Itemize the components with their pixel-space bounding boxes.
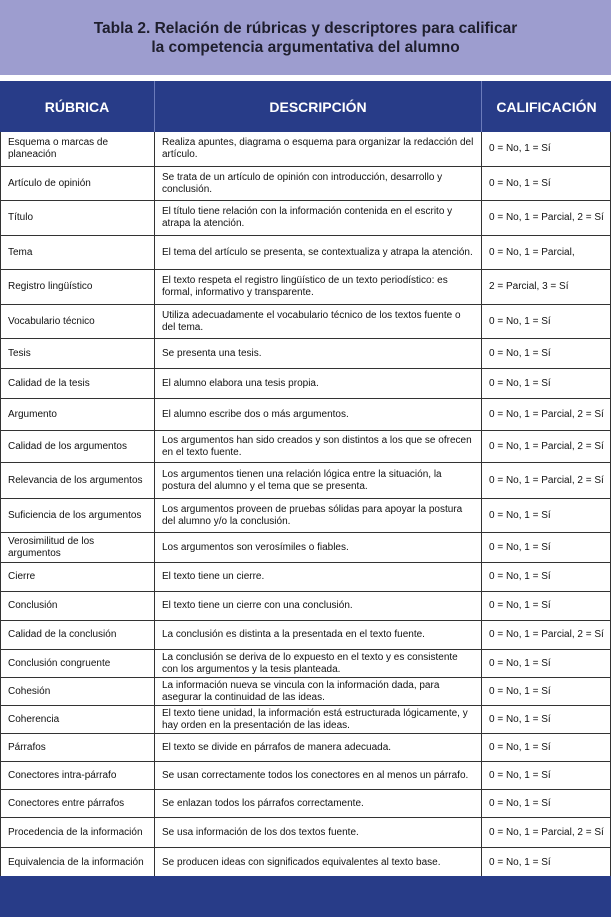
cell-rubrica: Suficiencia de los argumentos <box>0 499 154 532</box>
cell-calificacion: 0 = No, 1 = Sí <box>481 563 611 591</box>
cell-descripcion: Se usa información de los dos textos fuente. <box>154 818 481 847</box>
table-row <box>0 431 611 463</box>
cell-rubrica: Equivalencia de la información <box>0 848 154 877</box>
cell-descripcion: El texto tiene unidad, la información está estructurada lógicamente, y hay orden en la presentación de las ideas. <box>154 706 481 733</box>
table-row <box>0 369 611 399</box>
cell-descripcion: Realiza apuntes, diagrama o esquema para organizar la redacción del artículo. <box>154 132 481 166</box>
table-row <box>0 734 611 762</box>
cell-descripcion: El alumno elabora una tesis propia. <box>154 369 481 398</box>
table-title-line-2: la competencia argumentativa del alumno <box>151 38 460 56</box>
cell-rubrica: Título <box>0 201 154 235</box>
cell-descripcion: Los argumentos han sido creados y son distintos a los que se ofrecen en el texto fuente. <box>154 431 481 462</box>
cell-calificacion: 0 = No, 1 = Parcial, 2 = Sí <box>481 201 611 235</box>
cell-rubrica: Conclusión <box>0 592 154 620</box>
cell-rubrica: Esquema o marcas de planeación <box>0 132 154 166</box>
table-row <box>0 463 611 499</box>
table-row <box>0 818 611 848</box>
table-row <box>0 201 611 236</box>
cell-calificacion: 0 = No, 1 = Sí <box>481 339 611 368</box>
cell-calificacion: 0 = No, 1 = Sí <box>481 499 611 532</box>
cell-descripcion: El tema del artículo se presenta, se contextualiza y atrapa la atención. <box>154 236 481 269</box>
table-row <box>0 167 611 201</box>
cell-rubrica: Calidad de la tesis <box>0 369 154 398</box>
table-row <box>0 848 611 878</box>
table-footer-band <box>0 876 611 917</box>
table-row <box>0 563 611 592</box>
cell-rubrica: Párrafos <box>0 734 154 761</box>
cell-descripcion: La conclusión se deriva de lo expuesto en el texto y es consistente con los argumentos y la tesis planteada. <box>154 650 481 677</box>
cell-rubrica: Vocabulario técnico <box>0 305 154 338</box>
cell-calificacion: 0 = No, 1 = Sí <box>481 369 611 398</box>
cell-calificacion: 0 = No, 1 = Sí <box>481 650 611 677</box>
cell-descripcion: El texto respeta el registro lingüístico de un texto periodístico: es formal, informativo y transparente. <box>154 270 481 304</box>
cell-descripcion: Se presenta una tesis. <box>154 339 481 368</box>
cell-rubrica: Cohesión <box>0 678 154 705</box>
cell-calificacion: 0 = No, 1 = Sí <box>481 132 611 166</box>
cell-calificacion: 0 = No, 1 = Sí <box>481 762 611 789</box>
table-row <box>0 790 611 818</box>
cell-descripcion: La información nueva se vincula con la información dada, para asegurar la continuidad de las ideas. <box>154 678 481 705</box>
cell-calificacion: 0 = No, 1 = Parcial, <box>481 236 611 269</box>
header-rubrica: RÚBRICA <box>44 98 110 115</box>
table-header <box>0 81 611 132</box>
cell-rubrica: Calidad de la conclusión <box>0 621 154 649</box>
cell-calificacion: 0 = No, 1 = Sí <box>481 790 611 817</box>
cell-calificacion: 0 = No, 1 = Parcial, 2 = Sí <box>481 818 611 847</box>
cell-rubrica: Artículo de opinión <box>0 167 154 200</box>
table-row <box>0 499 611 533</box>
cell-rubrica: Tema <box>0 236 154 269</box>
cell-descripcion: El título tiene relación con la información contenida en el escrito y atrapa la atención. <box>154 201 481 235</box>
table-body <box>0 132 611 878</box>
cell-calificacion: 2 = Parcial, 3 = Sí <box>481 270 611 304</box>
cell-rubrica: Conectores entre párrafos <box>0 790 154 817</box>
cell-rubrica: Conclusión congruente <box>0 650 154 677</box>
table-row <box>0 399 611 431</box>
table-row <box>0 270 611 305</box>
cell-descripcion: Se trata de un artículo de opinión con introducción, desarrollo y conclusión. <box>154 167 481 200</box>
cell-calificacion: 0 = No, 1 = Sí <box>481 305 611 338</box>
table-row <box>0 305 611 339</box>
table-row <box>0 621 611 650</box>
cell-calificacion: 0 = No, 1 = Sí <box>481 678 611 705</box>
cell-descripcion: Utiliza adecuadamente el vocabulario técnico de los textos fuente o del tema. <box>154 305 481 338</box>
cell-descripcion: La conclusión es distinta a la presentada en el texto fuente. <box>154 621 481 649</box>
table-row <box>0 533 611 563</box>
cell-rubrica: Verosimilitud de los argumentos <box>0 533 154 562</box>
cell-descripcion: Los argumentos proveen de pruebas sólidas para apoyar la postura del alumno y/o la conclusión. <box>154 499 481 532</box>
cell-calificacion: 0 = No, 1 = Parcial, 2 = Sí <box>481 621 611 649</box>
cell-rubrica: Argumento <box>0 399 154 430</box>
cell-calificacion: 0 = No, 1 = Sí <box>481 706 611 733</box>
header-descripcion: DESCRIPCIÓN <box>154 81 481 132</box>
cell-calificacion: 0 = No, 1 = Parcial, 2 = Sí <box>481 463 611 498</box>
cell-rubrica: Calidad de los argumentos <box>0 431 154 462</box>
header-calificacion: CALIFICACIÓN <box>481 81 611 132</box>
table-title <box>0 0 611 75</box>
cell-rubrica: Procedencia de la información <box>0 818 154 847</box>
cell-descripcion: Se enlazan todos los párrafos correctamente. <box>154 790 481 817</box>
table-row <box>0 650 611 678</box>
cell-calificacion: 0 = No, 1 = Sí <box>481 592 611 620</box>
cell-calificacion: 0 = No, 1 = Sí <box>481 167 611 200</box>
cell-descripcion: Se producen ideas con significados equivalentes al texto base. <box>154 848 481 877</box>
table-row <box>0 236 611 270</box>
cell-calificacion: 0 = No, 1 = Sí <box>481 848 611 877</box>
cell-rubrica: Conectores intra-párrafo <box>0 762 154 789</box>
table-row <box>0 132 611 167</box>
cell-calificacion: 0 = No, 1 = Sí <box>481 533 611 562</box>
cell-rubrica: Coherencia <box>0 706 154 733</box>
table-row <box>0 706 611 734</box>
cell-calificacion: 0 = No, 1 = Sí <box>481 734 611 761</box>
cell-calificacion: 0 = No, 1 = Parcial, 2 = Sí <box>481 399 611 430</box>
cell-rubrica: Cierre <box>0 563 154 591</box>
cell-descripcion: Se usan correctamente todos los conectores en al menos un párrafo. <box>154 762 481 789</box>
cell-descripcion: El texto tiene un cierre. <box>154 563 481 591</box>
cell-descripcion: El alumno escribe dos o más argumentos. <box>154 399 481 430</box>
cell-descripcion: Los argumentos son verosímiles o fiables. <box>154 533 481 562</box>
cell-rubrica: Registro lingüístico <box>0 270 154 304</box>
table-title-line-1: Tabla 2. Relación de rúbricas y descriptores para calificar <box>93 19 518 37</box>
table-row <box>0 592 611 621</box>
table-row <box>0 678 611 706</box>
cell-descripcion: El texto tiene un cierre con una conclusión. <box>154 592 481 620</box>
table-row <box>0 339 611 369</box>
cell-descripcion: El texto se divide en párrafos de manera adecuada. <box>154 734 481 761</box>
cell-rubrica: Relevancia de los argumentos <box>0 463 154 498</box>
table-row <box>0 762 611 790</box>
cell-descripcion: Los argumentos tienen una relación lógica entre la situación, la postura del alumno y el tema que se presenta. <box>154 463 481 498</box>
cell-calificacion: 0 = No, 1 = Parcial, 2 = Sí <box>481 431 611 462</box>
cell-rubrica: Tesis <box>0 339 154 368</box>
